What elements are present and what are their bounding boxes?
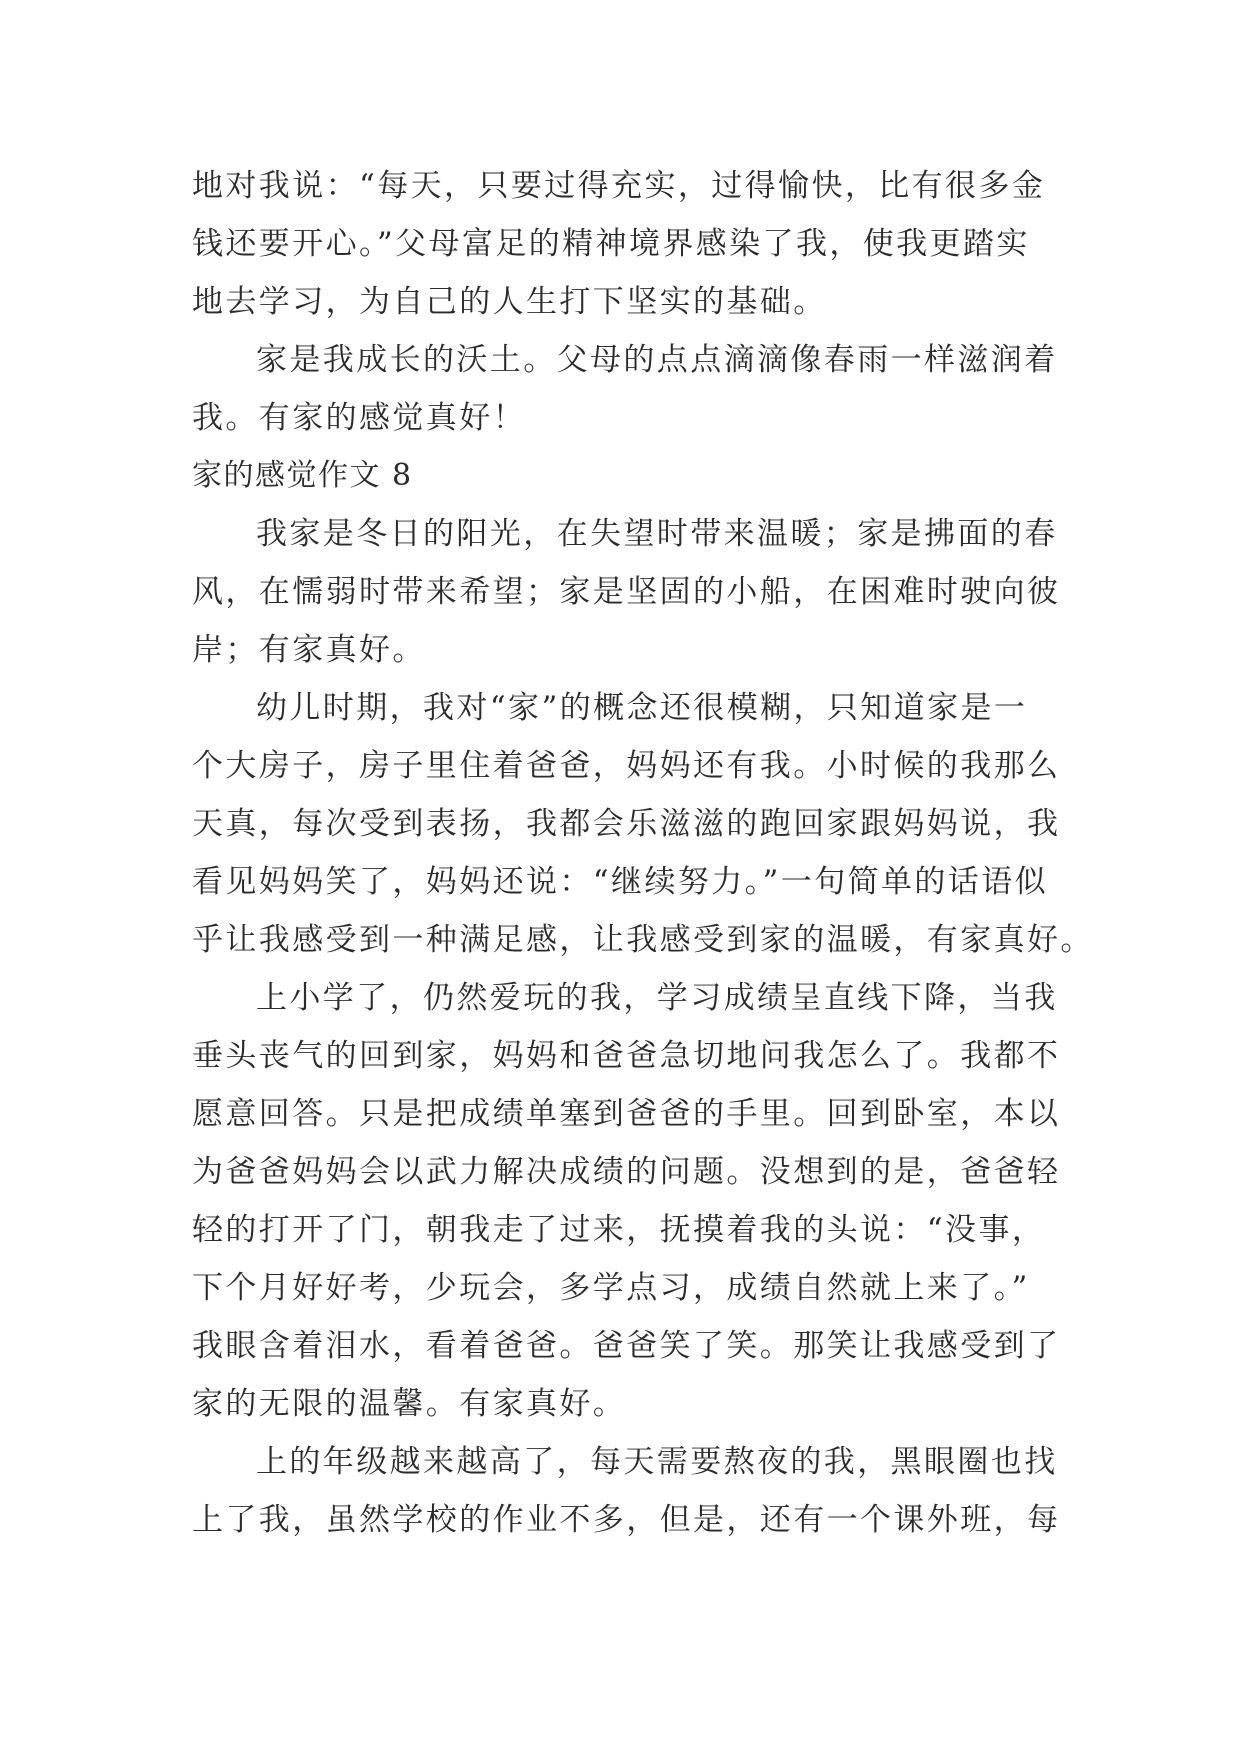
- paragraph-line: 天真，每次受到表扬，我都会乐滋滋的跑回家跟妈妈说，我: [192, 806, 1061, 842]
- paragraph-line: 我家是冬日的阳光，在失望时带来温暖；家是拂面的春: [256, 516, 1058, 552]
- paragraph-line: 我。有家的感觉真好！: [192, 400, 526, 436]
- paragraph-line: 地对我说：“每天，只要过得充实，过得愉快，比有很多金: [192, 168, 1046, 204]
- paragraph-line: 风，在懦弱时带来希望；家是坚固的小船，在困难时驶向彼: [192, 574, 1061, 610]
- paragraph-line: 上了我，虽然学校的作业不多，但是，还有一个课外班，每: [192, 1502, 1061, 1538]
- paragraph-3: [192, 505, 1061, 679]
- paragraph-line: 乎让我感受到一种满足感，让我感受到家的温暖，有家真好。: [192, 922, 1094, 958]
- paragraph-line: 岸；有家真好。: [192, 632, 426, 668]
- paragraph-2: [192, 331, 1058, 447]
- section-heading: 家的感觉作文 8: [192, 458, 413, 493]
- paragraph-line: 幼儿时期，我对“家”的概念还很模糊，只知道家是一: [256, 690, 1028, 726]
- paragraph-5: [192, 969, 1061, 1433]
- paragraph-line: 看见妈妈笑了，妈妈还说：“继续努力。”一句简单的话语似: [192, 864, 1048, 900]
- paragraph-line: 下个月好好考，少玩会，多学点习，成绩自然就上来了。”: [192, 1270, 1030, 1306]
- paragraph-line: 地去学习，为自己的人生打下坚实的基础。: [192, 284, 827, 320]
- paragraph-line: 家是我成长的沃土。父母的点点滴滴像春雨一样滋润着: [256, 342, 1058, 378]
- paragraph-line: 垂头丧气的回到家，妈妈和爸爸急切地问我怎么了。我都不: [192, 1038, 1061, 1074]
- paragraph-line: 家的无限的温馨。有家真好。: [192, 1386, 627, 1422]
- paragraph-line: 上小学了，仍然爱玩的我，学习成绩呈直线下降，当我: [256, 980, 1058, 1016]
- paragraph-line: 个大房子，房子里住着爸爸，妈妈还有我。小时候的我那么: [192, 748, 1061, 784]
- paragraph-4: [192, 679, 1094, 969]
- paragraph-line: 上的年级越来越高了，每天需要熬夜的我，黑眼圈也找: [256, 1444, 1058, 1480]
- paragraph-line: 轻的打开了门，朝我走了过来，抚摸着我的头说：“没事，: [192, 1212, 1046, 1248]
- paragraph-line: 为爸爸妈妈会以武力解决成绩的问题。没想到的是，爸爸轻: [192, 1154, 1061, 1190]
- document-body: [192, 157, 1094, 1549]
- paragraph-line: 我眼含着泪水，看着爸爸。爸爸笑了笑。那笑让我感受到了: [192, 1328, 1061, 1364]
- paragraph-line: 愿意回答。只是把成绩单塞到爸爸的手里。回到卧室，本以: [192, 1096, 1061, 1132]
- paragraph-6: [192, 1433, 1061, 1549]
- paragraph-line: 钱还要开心。”父母富足的精神境界感染了我，使我更踏实: [192, 226, 1030, 262]
- paragraph-1: [192, 157, 1052, 331]
